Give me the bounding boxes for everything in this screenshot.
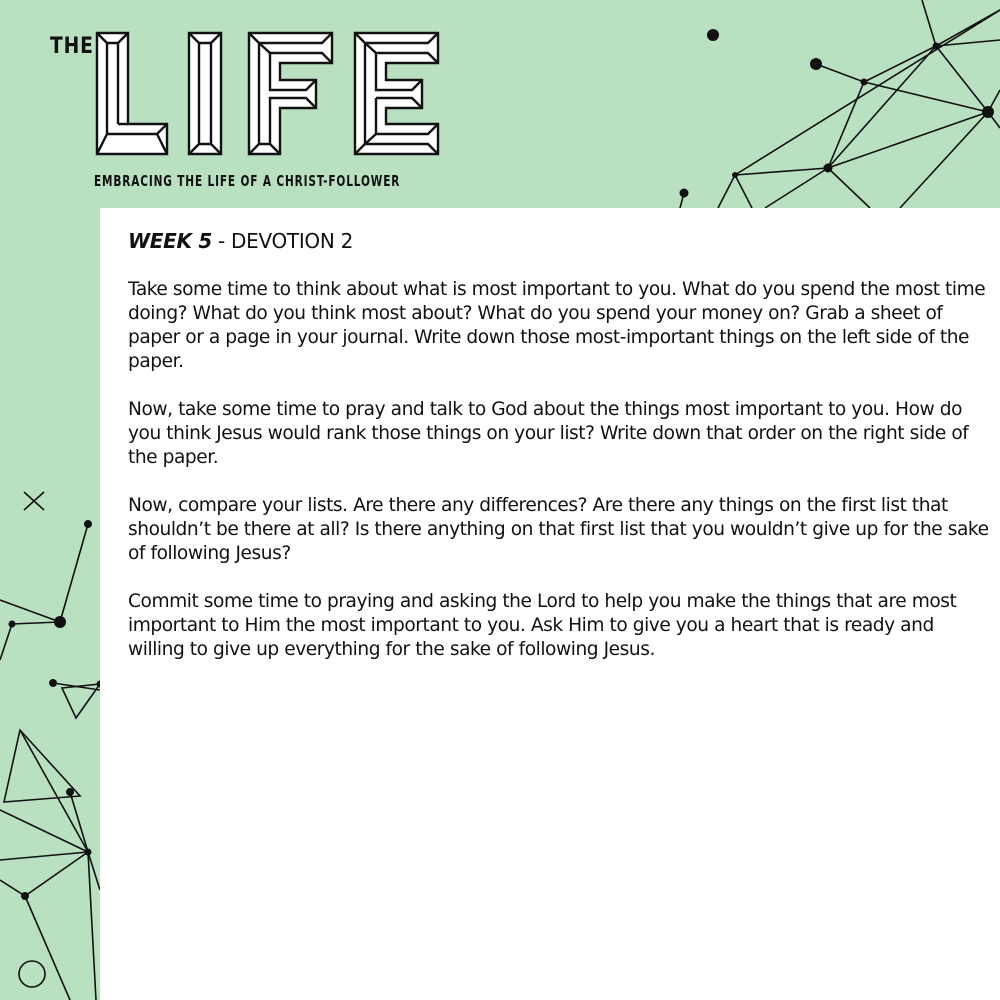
devotion-content [128, 228, 990, 686]
devotion-paragraph-4: Commit some time to praying and asking the Lord to help you make the things that are most important to Him the most important to you. Ask Him to give you a heart that is ready and willing to give up everything for the sake of following Jesus. [128, 591, 957, 660]
logo-life-wordmark [0, 0, 460, 200]
week-label: WEEK 5 [128, 229, 212, 253]
devotion-label: - DEVOTION 2 [211, 229, 354, 253]
devotion-paragraph-1: Take some time to think about what is most important to you. What do you spend the most time doing? What do you think most about? What do you spend your money on? Grab a sheet of paper or a page in your journal. Write down those most-important things on the left side of the paper. [128, 279, 986, 372]
logo-the-text: THE [50, 34, 94, 59]
devotion-paragraph-2: Now, take some time to pray and talk to God about the things most important to you. How do you think Jesus would rank those things on your list? Write down that order on the right side of the paper. [128, 399, 969, 468]
devotion-paragraph-3: Now, compare your lists. Are there any differences? Are there any things on the first list that shouldn’t be there at all? Is there anything on that first list that you wouldn’t give up for the sake of following Jesus? [128, 495, 989, 564]
logo-tagline: EMBRACING THE LIFE OF A CHRIST-FOLLOWER [94, 172, 401, 190]
devotion-heading [128, 228, 990, 254]
